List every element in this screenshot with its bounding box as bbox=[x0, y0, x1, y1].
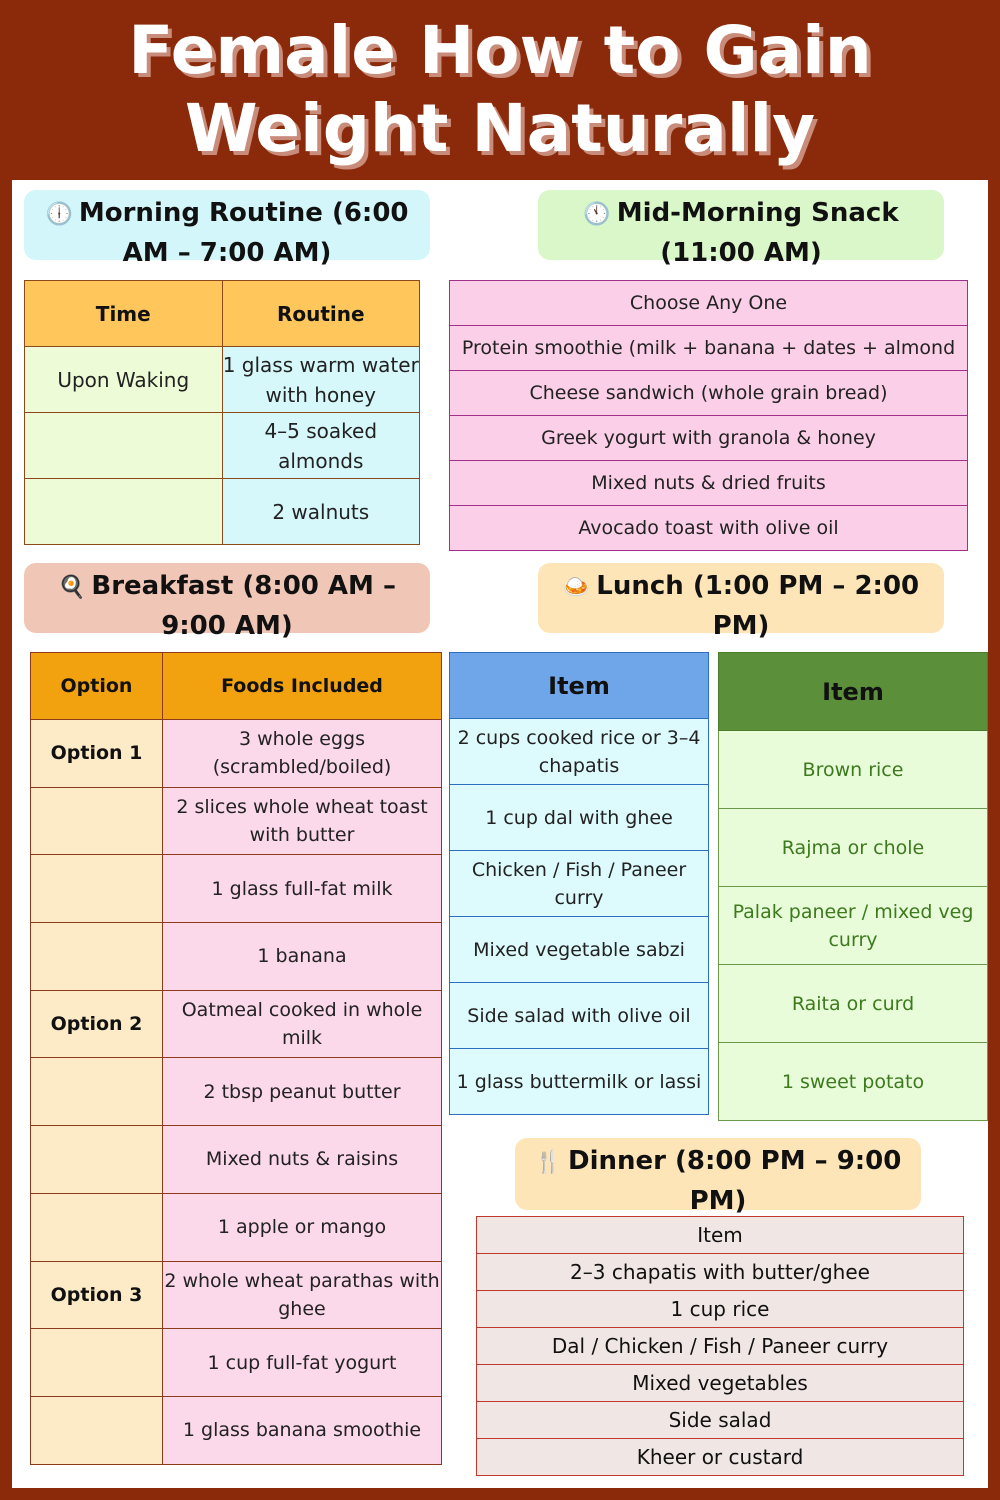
food-cell: 1 glass full-fat milk bbox=[163, 855, 442, 923]
list-item bbox=[450, 281, 968, 326]
lunch-item: 1 sweet potato bbox=[719, 1043, 988, 1121]
column-header-option: Option bbox=[31, 653, 163, 720]
routine-cell: 1 glass warm water with honey bbox=[222, 347, 420, 413]
list-item bbox=[450, 371, 968, 416]
option-cell: Option 3 bbox=[31, 1261, 163, 1329]
title-banner bbox=[0, 0, 1000, 180]
table-row bbox=[31, 990, 442, 1058]
clock-icon: 🕚 bbox=[583, 202, 611, 227]
table-row bbox=[719, 1043, 988, 1121]
dinner-table bbox=[476, 1216, 964, 1476]
table-row bbox=[719, 887, 988, 965]
title-line-1: Female How to Gain bbox=[128, 12, 872, 89]
clock-icon: 🕕 bbox=[45, 202, 73, 227]
food-cell: 1 banana bbox=[163, 923, 442, 991]
routine-cell: 2 walnuts bbox=[222, 479, 420, 545]
option-cell bbox=[31, 1126, 163, 1194]
lunch-table-a bbox=[449, 652, 709, 1115]
dinner-item: Kheer or custard bbox=[477, 1439, 964, 1476]
table-row bbox=[477, 1254, 964, 1291]
food-cell: 2 slices whole wheat toast with butter bbox=[163, 787, 442, 855]
page-title bbox=[0, 12, 1000, 168]
food-cell: 1 cup full-fat yogurt bbox=[163, 1329, 442, 1397]
snack-heading-text: Mid-Morning Snack (11:00 AM) bbox=[616, 198, 899, 268]
table-row bbox=[719, 731, 988, 809]
time-cell bbox=[25, 479, 223, 545]
food-cell: 2 whole wheat parathas with ghee bbox=[163, 1261, 442, 1329]
table-row bbox=[31, 787, 442, 855]
table-row bbox=[477, 1291, 964, 1328]
list-item bbox=[450, 326, 968, 371]
table-row bbox=[31, 1261, 442, 1329]
lunch-heading bbox=[538, 563, 944, 641]
table-row bbox=[31, 1329, 442, 1397]
column-header-item: Item bbox=[450, 653, 709, 719]
morning-heading bbox=[24, 190, 430, 268]
snack-heading bbox=[538, 190, 944, 268]
lunch-b-header-row bbox=[719, 653, 988, 731]
option-cell bbox=[31, 923, 163, 991]
lunch-item: Chicken / Fish / Paneer curry bbox=[450, 851, 709, 917]
lunch-heading-text: Lunch (1:00 PM – 2:00 PM) bbox=[596, 571, 920, 641]
snack-item: Choose Any One bbox=[450, 281, 968, 326]
lunch-item: Brown rice bbox=[719, 731, 988, 809]
routine-cell: 4–5 soaked almonds bbox=[222, 413, 420, 479]
lunch-a-header-row bbox=[450, 653, 709, 719]
lunch-item: 1 cup dal with ghee bbox=[450, 785, 709, 851]
column-header-routine: Routine bbox=[222, 281, 420, 347]
morning-header-row bbox=[25, 281, 420, 347]
morning-heading-text: Morning Routine (6:00 AM – 7:00 AM) bbox=[78, 198, 409, 268]
option-cell: Option 1 bbox=[31, 720, 163, 788]
list-item bbox=[450, 506, 968, 551]
option-cell bbox=[31, 1329, 163, 1397]
food-cell: 2 tbsp peanut butter bbox=[163, 1058, 442, 1126]
table-row bbox=[25, 479, 420, 545]
lunch-item: Palak paneer / mixed veg curry bbox=[719, 887, 988, 965]
time-cell bbox=[25, 413, 223, 479]
lunch-item: Raita or curd bbox=[719, 965, 988, 1043]
lunch-table-b bbox=[718, 652, 988, 1121]
lunch-item: 1 glass buttermilk or lassi bbox=[450, 1049, 709, 1115]
table-row bbox=[450, 785, 709, 851]
table-row bbox=[477, 1328, 964, 1365]
morning-table bbox=[24, 280, 420, 545]
food-cell: 1 apple or mango bbox=[163, 1193, 442, 1261]
snack-item: Protein smoothie (milk + banana + dates + almond bbox=[450, 326, 968, 371]
table-row bbox=[31, 1193, 442, 1261]
table-row bbox=[450, 983, 709, 1049]
snack-table bbox=[449, 280, 968, 551]
lunch-item: Mixed vegetable sabzi bbox=[450, 917, 709, 983]
dinner-item: 2–3 chapatis with butter/ghee bbox=[477, 1254, 964, 1291]
column-header-foods: Foods Included bbox=[163, 653, 442, 720]
table-row bbox=[477, 1439, 964, 1476]
table-row bbox=[31, 923, 442, 991]
column-header-time: Time bbox=[25, 281, 223, 347]
fork-knife-icon: 🍴 bbox=[534, 1150, 563, 1175]
column-header-item: Item bbox=[719, 653, 988, 731]
option-cell: Option 2 bbox=[31, 990, 163, 1058]
food-cell: 3 whole eggs (scrambled/boiled) bbox=[163, 720, 442, 788]
list-item bbox=[450, 416, 968, 461]
title-line-2: Weight Naturally bbox=[184, 90, 816, 167]
table-row bbox=[719, 809, 988, 887]
breakfast-heading bbox=[24, 563, 430, 641]
table-row bbox=[450, 851, 709, 917]
lunch-item: Rajma or chole bbox=[719, 809, 988, 887]
table-row bbox=[719, 965, 988, 1043]
snack-item: Cheese sandwich (whole grain bread) bbox=[450, 371, 968, 416]
table-row bbox=[31, 1396, 442, 1464]
snack-item: Greek yogurt with granola & honey bbox=[450, 416, 968, 461]
snack-item: Mixed nuts & dried fruits bbox=[450, 461, 968, 506]
option-cell bbox=[31, 855, 163, 923]
table-row bbox=[477, 1217, 964, 1254]
table-row bbox=[25, 413, 420, 479]
food-cell: 1 glass banana smoothie bbox=[163, 1396, 442, 1464]
food-cell: Oatmeal cooked in whole milk bbox=[163, 990, 442, 1058]
breakfast-header-row bbox=[31, 653, 442, 720]
dinner-heading-text: Dinner (8:00 PM – 9:00 PM) bbox=[568, 1146, 902, 1216]
breakfast-heading-text: Breakfast (8:00 AM – 9:00 AM) bbox=[91, 571, 396, 641]
table-row bbox=[31, 720, 442, 788]
dinner-item: 1 cup rice bbox=[477, 1291, 964, 1328]
table-row bbox=[450, 719, 709, 785]
snack-item: Avocado toast with olive oil bbox=[450, 506, 968, 551]
dinner-item: Side salad bbox=[477, 1402, 964, 1439]
dinner-item: Item bbox=[477, 1217, 964, 1254]
table-row bbox=[477, 1402, 964, 1439]
dinner-heading bbox=[515, 1138, 921, 1216]
table-row bbox=[25, 347, 420, 413]
option-cell bbox=[31, 787, 163, 855]
table-row bbox=[450, 917, 709, 983]
dinner-item: Mixed vegetables bbox=[477, 1365, 964, 1402]
frying-pan-icon: 🍳 bbox=[58, 575, 86, 600]
table-row bbox=[450, 1049, 709, 1115]
table-row bbox=[31, 855, 442, 923]
breakfast-table bbox=[30, 652, 442, 1465]
list-item bbox=[450, 461, 968, 506]
time-cell: Upon Waking bbox=[25, 347, 223, 413]
option-cell bbox=[31, 1058, 163, 1126]
dinner-item: Dal / Chicken / Fish / Paneer curry bbox=[477, 1328, 964, 1365]
option-cell bbox=[31, 1396, 163, 1464]
table-row bbox=[31, 1058, 442, 1126]
lunch-item: 2 cups cooked rice or 3–4 chapatis bbox=[450, 719, 709, 785]
table-row bbox=[477, 1365, 964, 1402]
option-cell bbox=[31, 1193, 163, 1261]
food-cell: Mixed nuts & raisins bbox=[163, 1126, 442, 1194]
curry-rice-icon: 🍛 bbox=[562, 575, 591, 600]
table-row bbox=[31, 1126, 442, 1194]
lunch-item: Side salad with olive oil bbox=[450, 983, 709, 1049]
